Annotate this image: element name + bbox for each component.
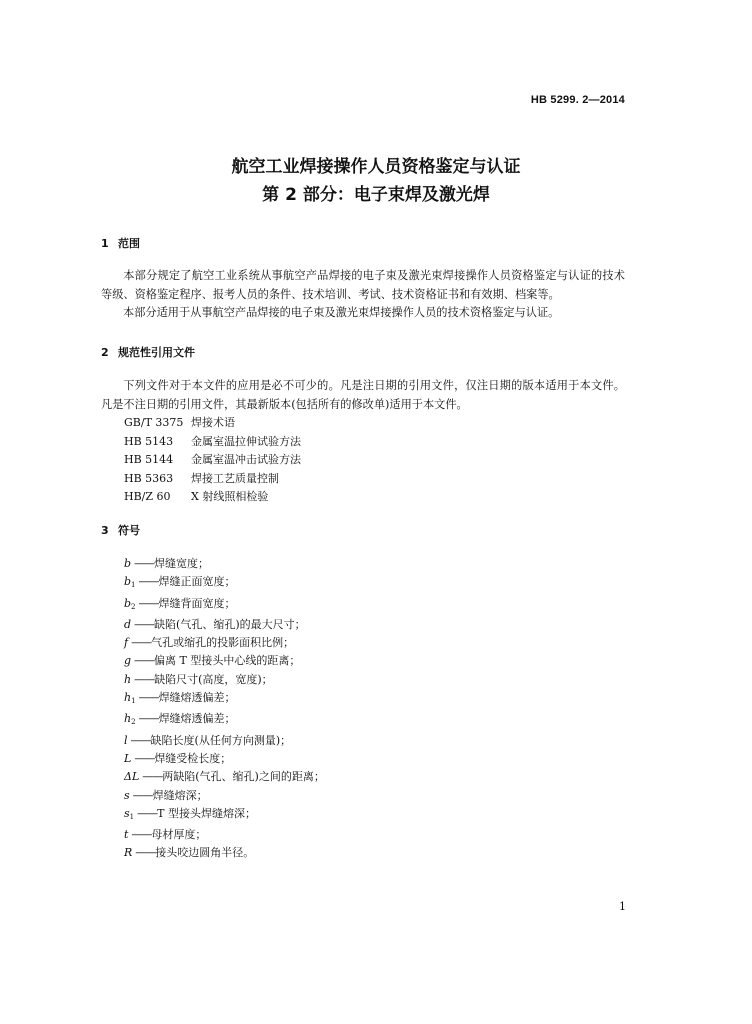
symbol-item: [124, 555, 325, 573]
symbol-description: 焊缝熔透偏差；: [158, 712, 236, 726]
symbol-list: [124, 555, 325, 863]
reference-name: 金属室温拉伸试验方法: [191, 434, 301, 448]
normative-paragraph: [101, 377, 625, 414]
section-title: 规范性引用文件: [118, 346, 195, 359]
symbol-item: [124, 805, 325, 826]
symbol-base: g: [124, 654, 132, 668]
symbol-dash: ——: [138, 712, 159, 726]
symbol-description: 焊缝宽度；: [154, 557, 210, 570]
symbol-dash: ——: [132, 788, 153, 802]
symbol-description: 焊缝背面宽度；: [158, 596, 236, 610]
symbol-base: f: [124, 636, 129, 650]
symbol-base: R: [124, 846, 133, 860]
symbol-description: 焊缝熔深；: [152, 788, 208, 802]
symbol-letter: [124, 573, 136, 594]
symbol-dash: ——: [135, 846, 156, 860]
reference-name: X 射线照相检验: [191, 490, 269, 503]
reference-item: [124, 488, 301, 507]
symbol-letter: [124, 826, 128, 844]
symbol-subscript: 1: [129, 812, 135, 821]
normative-paragraph-text: 下列文件对于本文件的应用是必不可少的。凡是注日期的引用文件，仅注日期的版本适用于本文件。凡是不注日期的引用文件，其最新版本(包括所有的修改单)适用于本文件。: [101, 379, 625, 411]
section-title: 范围: [118, 237, 140, 250]
symbol-letter: [124, 634, 128, 652]
symbol-dash: ——: [131, 828, 152, 842]
reference-item: [124, 414, 301, 433]
page-number: 1: [619, 900, 626, 913]
section-number: 3: [101, 524, 109, 537]
reference-list: [124, 414, 301, 507]
reference-code: HB/Z 60: [124, 490, 171, 503]
symbol-dash: ——: [130, 733, 151, 747]
symbol-dash: ——: [142, 770, 163, 784]
symbol-base: ΔL: [124, 770, 140, 784]
symbol-letter: [124, 768, 139, 786]
scope-paragraph-1: [101, 267, 625, 304]
symbol-dash: ——: [131, 636, 152, 650]
symbol-dash: ——: [134, 617, 155, 631]
reference-item: [124, 470, 301, 489]
symbol-dash: ——: [134, 672, 155, 686]
document-title: 航空工业焊接操作人员资格鉴定与认证: [231, 157, 521, 177]
symbol-dash: ——: [138, 596, 159, 610]
symbol-description: 接头咬边圆角半径。: [155, 846, 255, 860]
symbol-base: s: [124, 806, 130, 820]
section-heading-symbols: [101, 522, 140, 538]
symbol-letter: [124, 595, 136, 616]
standard-code: HB 5299. 2—2014: [530, 94, 625, 106]
symbol-item: [124, 768, 325, 786]
symbol-description: 缺陷尺寸(高度，宽度)；: [154, 672, 273, 686]
symbol-item: [124, 787, 325, 805]
symbol-description: 缺陷(气孔、缩孔)的最大尺寸；: [154, 617, 306, 631]
symbol-item: [124, 732, 325, 750]
symbol-base: l: [124, 733, 128, 747]
reference-item: [124, 433, 301, 452]
symbol-dash: ——: [134, 751, 155, 765]
symbol-letter: [124, 616, 131, 634]
symbol-base: h: [124, 712, 132, 726]
symbol-description: 焊缝正面宽度；: [158, 575, 236, 589]
symbol-item: [124, 844, 325, 862]
symbol-letter: [124, 555, 131, 573]
symbol-letter: [124, 732, 128, 750]
symbol-description: 焊缝受检长度；: [154, 751, 232, 765]
symbol-subscript: 1: [131, 581, 136, 590]
symbol-letter: [124, 710, 136, 731]
symbol-dash: ——: [138, 691, 159, 705]
reference-code: HB 5143: [124, 434, 174, 448]
symbol-item: [124, 573, 325, 594]
symbol-subscript: 1: [131, 697, 136, 706]
scope-paragraph-2: [101, 304, 625, 323]
symbol-item: [124, 750, 325, 768]
document-subtitle: 第 2 部分：电子束焊及激光焊: [262, 185, 490, 205]
symbol-base: h: [124, 691, 132, 705]
section-number: 1: [101, 237, 109, 250]
symbol-description: 两缺陷(气孔、缩孔)之间的距离；: [162, 770, 325, 784]
symbol-description: 缺陷长度(从任何方向测量)；: [150, 733, 292, 747]
symbol-item: [124, 595, 325, 616]
symbol-description: 偏离 T 型接头中心线的距离；: [154, 654, 301, 668]
symbol-base: d: [124, 617, 132, 631]
symbol-base: b: [124, 557, 132, 570]
section-heading-normative: [101, 344, 195, 360]
symbol-item: [124, 689, 325, 710]
symbol-item: [124, 652, 325, 670]
symbol-subscript: 2: [131, 718, 136, 727]
reference-code: HB 5363: [124, 471, 174, 485]
symbol-subscript: 2: [131, 602, 136, 611]
symbol-base: t: [124, 828, 129, 842]
symbol-letter: [124, 652, 131, 670]
reference-name: 焊接工艺质量控制: [191, 471, 279, 485]
symbol-letter: [124, 844, 132, 862]
scope-paragraph-2-text: 本部分适用于从事航空产品焊接的电子束及激光束焊接操作人员的技术资格鉴定与认证。: [123, 306, 560, 319]
symbol-dash: ——: [137, 806, 158, 820]
symbol-letter: [124, 689, 136, 710]
symbol-description: T 型接头焊缝熔深；: [157, 806, 256, 820]
symbol-item: [124, 634, 325, 652]
symbol-base: b: [124, 596, 132, 610]
symbol-dash: ——: [134, 557, 155, 570]
symbol-item: [124, 710, 325, 731]
symbol-base: h: [124, 672, 132, 686]
symbol-letter: [124, 787, 130, 805]
symbol-description: 母材厚度；: [151, 828, 207, 842]
reference-code: HB 5144: [124, 453, 174, 466]
section-number: 2: [101, 346, 109, 359]
scope-paragraph-1-text: 本部分规定了航空工业系统从事航空产品焊接的电子束及激光束焊接操作人员资格鉴定与认证的技术等级、资格鉴定程序、报考人员的条件、技术培训、考试、技术资格证书和有效期、档案等。: [101, 269, 625, 301]
symbol-base: s: [124, 788, 130, 802]
symbol-description: 焊缝熔透偏差；: [158, 691, 236, 705]
reference-code: GB/T 3375: [124, 416, 184, 429]
section-title: 符号: [118, 524, 140, 537]
symbol-letter: [124, 750, 131, 768]
symbol-item: [124, 671, 325, 689]
symbol-base: b: [124, 575, 132, 589]
symbol-item: [124, 826, 325, 844]
symbol-letter: [124, 805, 134, 826]
symbol-base: L: [124, 751, 132, 765]
symbol-description: 气孔或缩孔的投影面积比例；: [151, 636, 295, 650]
symbol-dash: ——: [134, 654, 155, 668]
reference-item: [124, 451, 301, 470]
reference-name: 金属室温冲击试验方法: [191, 453, 301, 466]
symbol-dash: ——: [138, 575, 159, 589]
reference-name: 焊接术语: [191, 416, 235, 429]
symbol-item: [124, 616, 325, 634]
symbol-letter: [124, 671, 131, 689]
section-heading-scope: [101, 235, 140, 251]
